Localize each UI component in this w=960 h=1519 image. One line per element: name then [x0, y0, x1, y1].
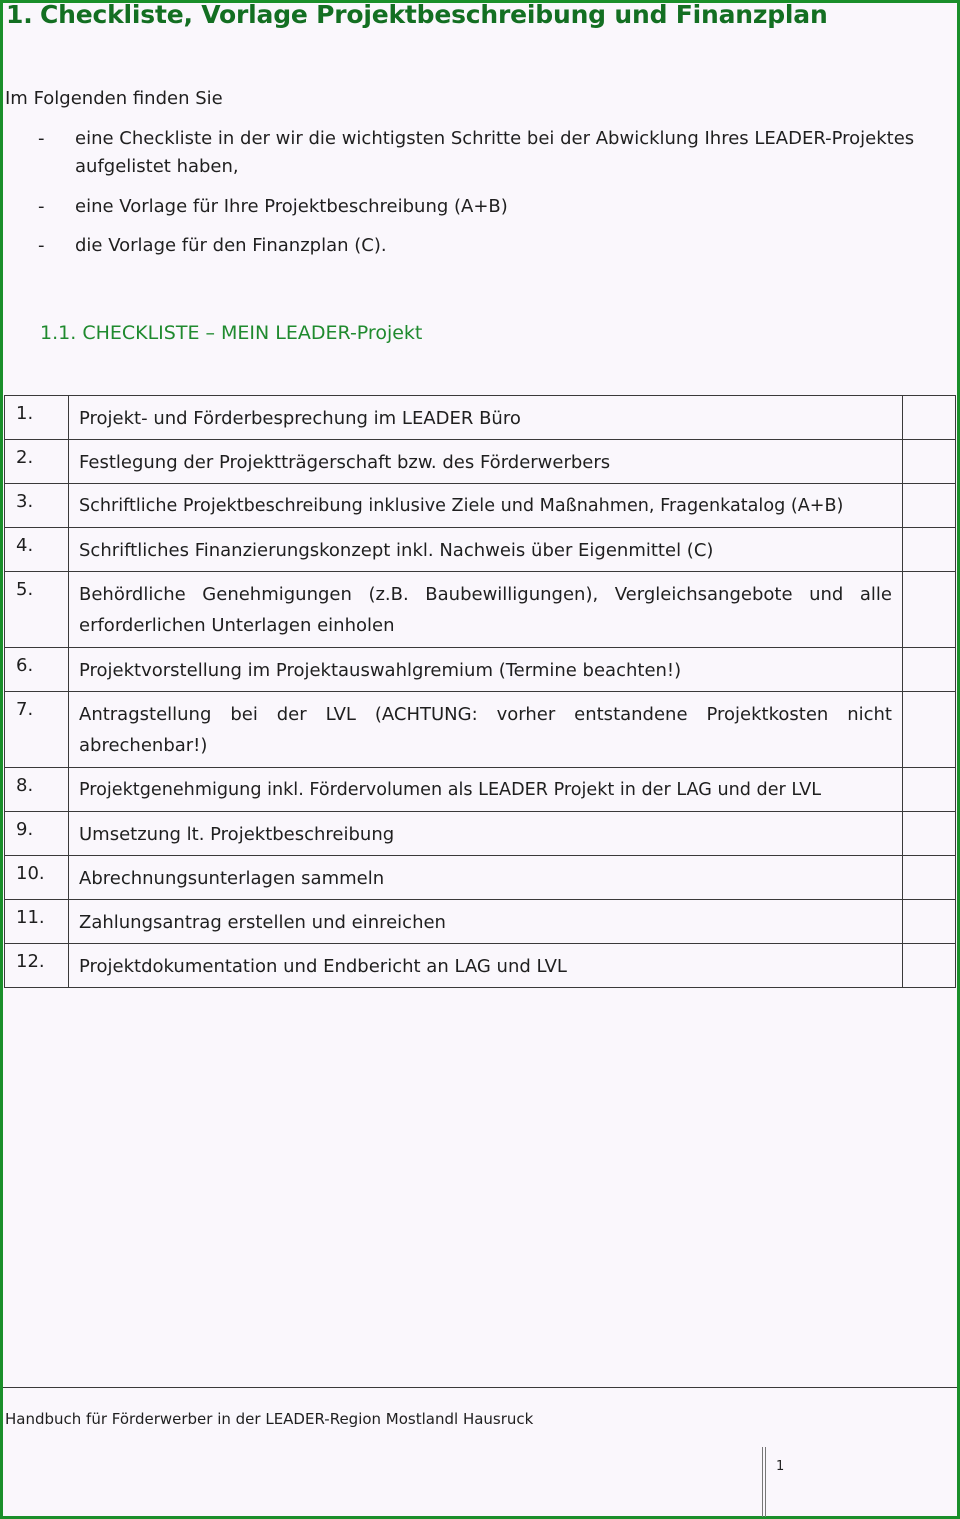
heading-number: 1. — [6, 0, 33, 29]
row-number: 7. — [5, 692, 69, 768]
section-heading — [40, 322, 422, 344]
row-text: Umsetzung lt. Projektbeschreibung — [69, 812, 903, 856]
row-number: 2. — [5, 440, 69, 484]
checkbox-cell[interactable] — [903, 900, 956, 944]
row-text: Projektvorstellung im Projektauswahlgremium (Termine beachten!) — [69, 648, 903, 692]
heading-title: Checkliste, Vorlage Projektbeschreibung und Finanzplan — [40, 0, 828, 29]
checkbox-cell[interactable] — [903, 856, 956, 900]
table-row — [5, 944, 956, 988]
section-number: 1.1. — [40, 322, 77, 344]
table-row — [5, 856, 956, 900]
footer-divider — [3, 1387, 957, 1388]
page-number-bar — [762, 1447, 766, 1517]
bullet-text — [75, 125, 914, 181]
table-row — [5, 812, 956, 856]
row-number: 1. — [5, 396, 69, 440]
bullet-text: eine Vorlage für Ihre Projektbeschreibung (A+B) — [75, 196, 508, 217]
table-row — [5, 484, 956, 528]
checkbox-cell[interactable] — [903, 692, 956, 768]
bullet-dash: - — [38, 128, 45, 149]
row-number: 11. — [5, 900, 69, 944]
table-row — [5, 692, 956, 768]
row-text: Projektgenehmigung inkl. Fördervolumen als LEADER Projekt in der LAG und der LVL — [69, 768, 903, 812]
table-row — [5, 572, 956, 648]
page-number: 1 — [776, 1459, 785, 1474]
row-text: Zahlungsantrag erstellen und einreichen — [69, 900, 903, 944]
footer-text: Handbuch für Förderwerber in der LEADER-Region Mostlandl Hausruck — [5, 1410, 534, 1428]
row-number: 4. — [5, 528, 69, 572]
row-text: Schriftliche Projektbeschreibung inklusive Ziele und Maßnahmen, Fragenkatalog (A+B) — [69, 484, 903, 528]
table-row — [5, 528, 956, 572]
row-number: 8. — [5, 768, 69, 812]
section-title: CHECKLISTE – MEIN LEADER-Projekt — [82, 322, 423, 344]
bullet-text: die Vorlage für den Finanzplan (C). — [75, 235, 387, 256]
checkbox-cell[interactable] — [903, 812, 956, 856]
row-number: 10. — [5, 856, 69, 900]
page-title — [6, 0, 828, 29]
checkbox-cell[interactable] — [903, 944, 956, 988]
table-row — [5, 396, 956, 440]
table-row — [5, 900, 956, 944]
table-row — [5, 648, 956, 692]
row-text: Festlegung der Projektträgerschaft bzw. des Förderwerbers — [69, 440, 903, 484]
bullet-dash: - — [38, 196, 45, 217]
row-text: Projektdokumentation und Endbericht an LAG und LVL — [69, 944, 903, 988]
row-text: Schriftliches Finanzierungskonzept inkl. Nachweis über Eigenmittel (C) — [69, 528, 903, 572]
checkbox-cell[interactable] — [903, 396, 956, 440]
bullet-dash: - — [38, 235, 45, 256]
intro-text: Im Folgenden finden Sie — [5, 88, 223, 109]
bullet-line: eine Checkliste in der wir die wichtigsten Schritte bei der Abwicklung Ihres LEADER-Projektes — [75, 128, 915, 149]
row-number: 6. — [5, 648, 69, 692]
checkbox-cell[interactable] — [903, 572, 956, 648]
row-text: Antragstellung bei der LVL (ACHTUNG: vorher entstandene Projektkosten nicht abrechenbar!) — [69, 692, 903, 768]
row-text: Projekt- und Förderbesprechung im LEADER Büro — [69, 396, 903, 440]
table-row — [5, 768, 956, 812]
row-text: Abrechnungsunterlagen sammeln — [69, 856, 903, 900]
row-number: 3. — [5, 484, 69, 528]
checkbox-cell[interactable] — [903, 440, 956, 484]
row-number: 5. — [5, 572, 69, 648]
bullet-line: aufgelistet haben, — [75, 156, 239, 177]
row-text: Behördliche Genehmigungen (z.B. Baubewilligungen), Vergleichsangebote und alle erforderlichen Unterlagen einholen — [69, 572, 903, 648]
row-number: 9. — [5, 812, 69, 856]
row-number: 12. — [5, 944, 69, 988]
checkbox-cell[interactable] — [903, 768, 956, 812]
table-row — [5, 440, 956, 484]
checkbox-cell[interactable] — [903, 528, 956, 572]
checkbox-cell[interactable] — [903, 648, 956, 692]
checklist-table — [4, 395, 956, 988]
checkbox-cell[interactable] — [903, 484, 956, 528]
